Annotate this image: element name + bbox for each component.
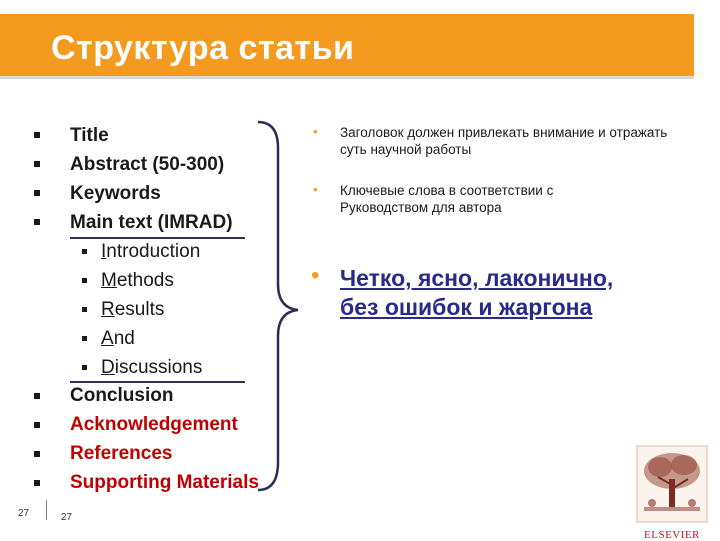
bullet-icon [34,132,40,138]
slide-title: Структура статьи [51,29,355,67]
list-item-acknowledgement: Acknowledgement [70,414,238,435]
bullet-icon [34,161,40,167]
elsevier-wordmark: ELSEVIER [644,529,700,541]
sub-bullet-icon [82,365,87,370]
list-item-abstract: Abstract (50-300) [70,154,225,175]
sub-item-rest: nd [113,328,135,349]
sub-item-rest: esults [114,299,165,320]
bullet-icon [34,422,40,428]
list-item-title: Title [70,125,109,146]
sub-item-rest: ntroduction [106,241,201,262]
note-title: Заголовок должен привлекать внимание и отражать суть научной работы [340,125,668,157]
bullet-dot-icon: • [311,262,320,289]
key-message-line: без ошибок и жаргона [340,294,593,320]
page-number: 27 [18,508,30,519]
sub-bullet-icon [82,336,87,341]
sub-item-initial: I [101,241,107,262]
divider [70,381,245,383]
list-item-supporting-materials: Supporting Materials [70,472,259,493]
bullet-dot-icon: • [313,182,318,197]
key-message-line: Четко, ясно, лаконично, [340,265,614,291]
sub-item-discussions [101,357,202,379]
sub-item-and [101,328,135,350]
list-item-conclusion: Conclusion [70,385,174,406]
elsevier-logo [636,445,708,541]
list-item-references: References [70,443,173,464]
divider [46,500,47,520]
page-number: 27 [61,512,73,523]
key-message [340,264,613,322]
curly-brace [250,118,310,498]
bullet-icon [34,480,40,486]
sub-item-initial: D [101,357,115,378]
bullet-icon [34,393,40,399]
list-item-keywords: Keywords [70,183,161,204]
sub-bullet-icon [82,307,87,312]
note-keywords: Ключевые слова в соответствии с Руководством для автора [340,183,554,215]
list-item-main-text: Main text (IMRAD) [70,212,233,233]
sub-item-introduction [101,241,200,263]
sub-item-methods [101,270,174,292]
bullet-icon [34,451,40,457]
divider [70,237,245,239]
sub-bullet-icon [82,278,87,283]
sub-item-rest: iscussions [114,357,203,378]
sub-item-initial: M [101,270,117,291]
sub-bullet-icon [82,249,87,254]
title-bar-shadow [0,76,694,79]
bullet-dot-icon: • [313,124,318,139]
sub-item-rest: ethods [116,270,174,291]
sub-item-initial: A [101,328,114,349]
tree-icon [636,445,708,523]
sub-item-initial: R [101,299,115,320]
bullet-icon [34,190,40,196]
bullet-icon [34,219,40,225]
sub-item-results [101,299,164,321]
